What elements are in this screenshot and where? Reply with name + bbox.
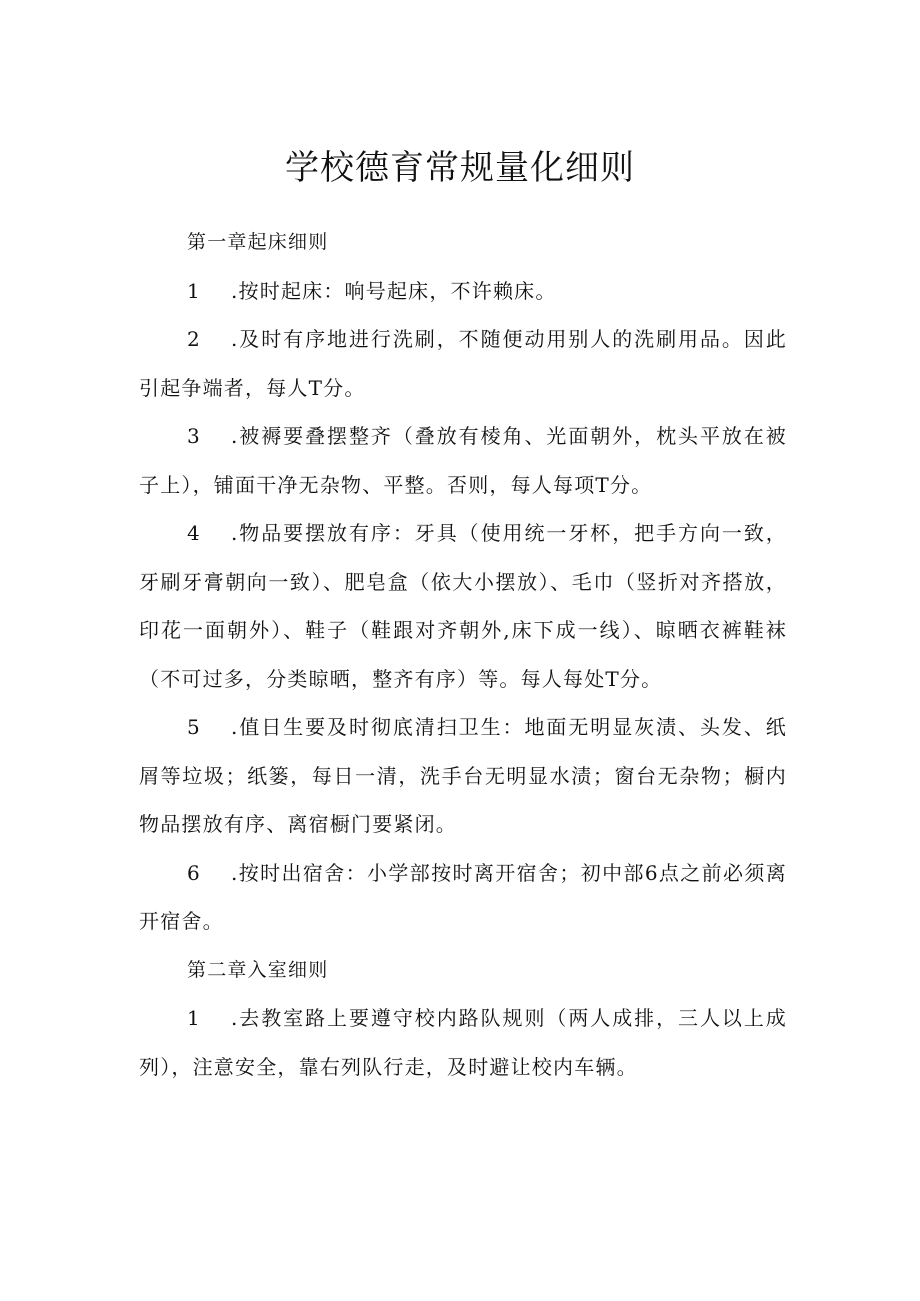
rule-text: .按时起床：响号起床，不许赖床。 (231, 278, 557, 303)
rule-text: .去教室路上要遵守校内路队规则（两人成排，三人以上成列），注意安全，靠右列队行走，及时避让校内车辆。 (139, 1006, 787, 1079)
rule-text: .值日生要及时彻底清扫卫生：地面无明显灰渍、头发、纸屑等垃圾；纸篓，每日一清，洗手台无明显水渍；窗台无杂物；橱内物品摆放有序、离宿橱门要紧闭。 (139, 715, 787, 836)
rule-item (139, 994, 787, 1091)
rule-number: 1 (187, 1006, 201, 1030)
rule-number: 4 (187, 521, 201, 545)
rule-item (139, 267, 787, 316)
rule-item (139, 703, 787, 849)
rule-item (139, 509, 787, 703)
rule-item (139, 412, 787, 509)
rule-item (139, 849, 787, 946)
rule-text: .被褥要叠摆整齐（叠放有棱角、光面朝外，枕头平放在被子上），铺面干净无杂物、平整。否则，每人每项T分。 (139, 424, 787, 497)
rule-number: 3 (187, 424, 201, 448)
rule-text: .物品要摆放有序：牙具（使用统一牙杯，把手方向一致，牙刷牙膏朝向一致）、肥皂盒（依大小摆放）、毛巾（竖折对齐搭放，印花一面朝外）、鞋子（鞋跟对齐朝外,床下成一线）、晾晒衣裤鞋袜（不可过多，分类晾晒，整齐有序）等。每人每处T分。 (139, 521, 787, 691)
chapter-heading: 第二章入室细则 (187, 958, 329, 981)
rule-number: 1 (187, 278, 201, 303)
rule-text: .按时出宿舍：小学部按时离开宿舍；初中部6点之前必须离开宿舍。 (139, 860, 787, 933)
document-title: 学校德育常规量化细则 (285, 148, 635, 188)
rule-number: 6 (187, 860, 201, 885)
rule-item (139, 315, 787, 412)
rule-number: 5 (187, 715, 201, 739)
document-body (139, 218, 787, 1091)
rule-number: 2 (187, 327, 201, 351)
chapter-heading: 第一章起床细则 (187, 231, 329, 253)
rule-text: .及时有序地进行洗刷，不随便动用别人的洗刷用品。因此引起争端者，每人T分。 (139, 327, 787, 400)
